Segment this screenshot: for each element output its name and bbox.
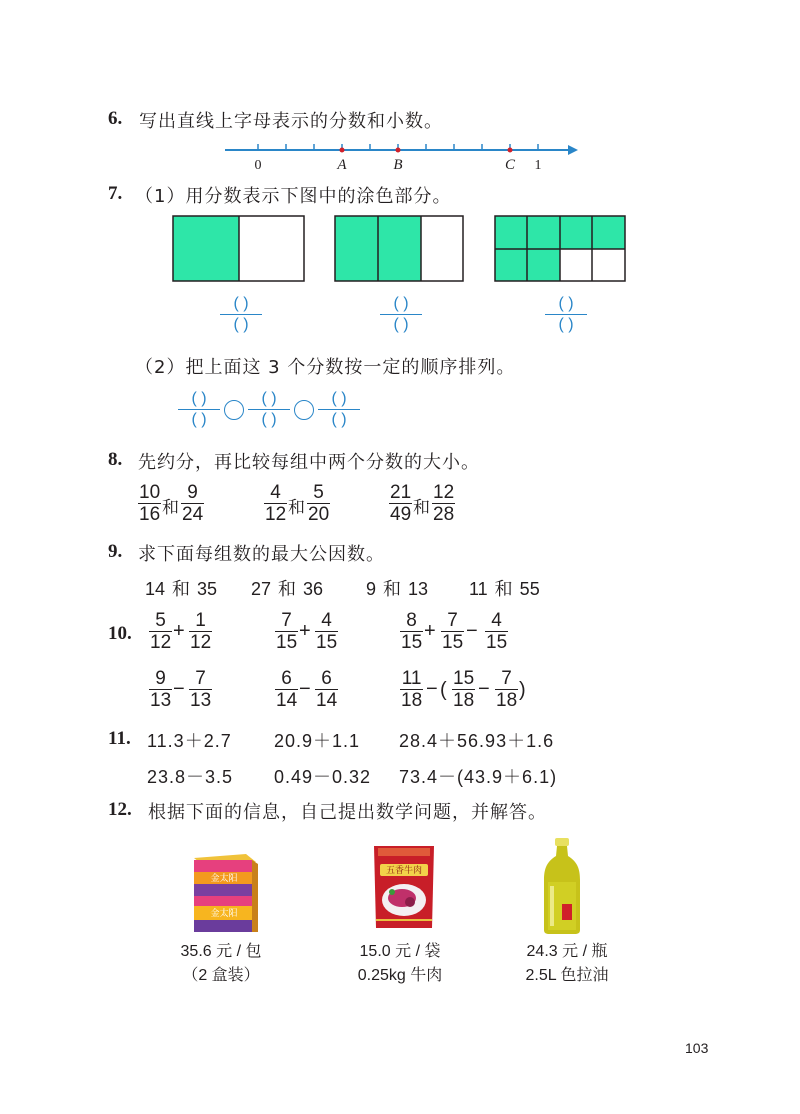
question-7-part1: （1）用分数表示下图中的涂色部分。 xyxy=(135,186,452,207)
page-number: 103 xyxy=(685,1040,709,1056)
product-2-line2: 0.25kg 牛肉 xyxy=(357,967,443,984)
q10-r2c3-f1: 11 18 xyxy=(401,668,423,711)
q8-pair3-a: 21 49 xyxy=(390,482,412,525)
q8-pair1-a: 10 16 xyxy=(139,482,161,525)
q10-r1c3-f3: 4 15 xyxy=(486,610,508,653)
label-b: B xyxy=(393,157,403,173)
figure-half xyxy=(172,215,306,283)
q10-r2c2-f2: 6 14 xyxy=(316,668,338,711)
product-1-line2: （2 盒装） xyxy=(182,967,260,984)
q9-pair-1: 14 和 35 xyxy=(145,579,218,599)
q10-r1c3-op1: + xyxy=(424,620,436,642)
number-line-arrow xyxy=(568,145,578,155)
answer-fraction-1[interactable]: ( ) ( ) xyxy=(220,295,262,334)
question-number-6: 6. xyxy=(108,108,123,129)
product-2-price xyxy=(345,940,455,988)
product-3-line1: 24.3 元 / 瓶 xyxy=(526,943,608,960)
oil-bottle-icon xyxy=(540,836,584,936)
q11-item-4: 23.8－3.5 xyxy=(147,767,234,787)
q10-r1c2-f2: 4 15 xyxy=(316,610,338,653)
question-6-text: 写出直线上字母表示的分数和小数。 xyxy=(139,111,443,132)
q8-pair3-b: 12 28 xyxy=(433,482,455,525)
product-3-price xyxy=(507,940,627,988)
product-3-line2: 2.5L 色拉油 xyxy=(525,967,609,984)
q10-r2c3-op1: − xyxy=(426,678,438,700)
q10-r2c3-op2: − xyxy=(478,678,490,700)
question-8-text: 先约分，再比较每组中两个分数的大小。 xyxy=(138,452,480,473)
q8-pair2-b: 5 20 xyxy=(308,482,330,525)
order-fraction-2[interactable]: ( ) ( ) xyxy=(248,390,290,429)
q10-r2c1-op: − xyxy=(173,678,185,700)
q10-r1c1-op: + xyxy=(173,620,185,642)
q10-r2c2-f1: 6 14 xyxy=(276,668,298,711)
beef-bag-icon xyxy=(368,842,440,934)
question-number-7: 7. xyxy=(108,183,123,204)
compare-circle-2[interactable] xyxy=(294,400,314,420)
q11-item-1: 11.3＋2.7 xyxy=(147,731,232,751)
label-1: 1 xyxy=(534,158,542,173)
q10-r1c1-f2: 1 12 xyxy=(190,610,212,653)
q9-pair-2: 27 和 36 xyxy=(251,579,324,599)
q8-pair1-and: 和 xyxy=(162,498,179,518)
svg-text:金太阳: 金太阳 xyxy=(210,874,238,884)
q10-r1c3-f2: 7 15 xyxy=(442,610,464,653)
label-a: A xyxy=(337,157,347,173)
question-12-text: 根据下面的信息，自己提出数学问题，并解答。 xyxy=(148,802,547,823)
order-fraction-1[interactable]: ( ) ( ) xyxy=(178,390,220,429)
q10-r2c1-f1: 9 13 xyxy=(150,668,172,711)
figure-five-eighths xyxy=(494,215,627,283)
q10-r1c3-op2: − xyxy=(466,620,478,642)
svg-text:五香牛肉: 五香牛肉 xyxy=(385,866,423,876)
point-c xyxy=(508,148,513,153)
point-a xyxy=(340,148,345,153)
q8-pair2-a: 4 12 xyxy=(265,482,287,525)
answer-fraction-3[interactable]: ( ) ( ) xyxy=(545,295,587,334)
question-number-10: 10. xyxy=(108,623,132,644)
product-2-line1: 15.0 元 / 袋 xyxy=(359,943,441,960)
q10-r1c2-f1: 7 15 xyxy=(276,610,298,653)
order-fraction-3[interactable]: ( ) ( ) xyxy=(318,390,360,429)
product-1-line1: 35.6 元 / 包 xyxy=(180,943,262,960)
q10-r2c2-op: − xyxy=(299,678,311,700)
q11-item-5: 0.49－0.32 xyxy=(274,767,372,787)
question-number-8: 8. xyxy=(108,449,123,470)
q10-r1c1-f1: 5 12 xyxy=(150,610,172,653)
number-line xyxy=(220,138,580,174)
point-b xyxy=(396,148,401,153)
q8-pair1-b: 9 24 xyxy=(182,482,204,525)
tissue-box-icon xyxy=(188,848,260,936)
compare-circle-1[interactable] xyxy=(224,400,244,420)
q10-r2c3-rparen: ) xyxy=(519,679,526,701)
q11-item-6: 73.4－(43.9＋6.1) xyxy=(399,767,558,787)
q10-r2c1-f2: 7 13 xyxy=(190,668,212,711)
answer-fraction-2[interactable]: ( ) ( ) xyxy=(380,295,422,334)
q8-pair2-and: 和 xyxy=(288,498,305,518)
product-1-price xyxy=(166,940,276,988)
q10-r2c3-f3: 7 18 xyxy=(496,668,518,711)
figure-two-thirds xyxy=(334,215,465,283)
question-7-part2: （2）把上面这 3 个分数按一定的顺序排列。 xyxy=(135,357,516,378)
q9-pair-4: 11 和 55 xyxy=(469,579,540,599)
svg-text:金太阳: 金太阳 xyxy=(210,909,238,919)
q10-r2c3-f2: 15 18 xyxy=(453,668,475,711)
q11-item-3: 28.4＋56.93＋1.6 xyxy=(399,731,555,751)
q8-pair3-and: 和 xyxy=(413,498,430,518)
question-number-11: 11. xyxy=(108,728,131,749)
q10-r1c2-op: + xyxy=(299,620,311,642)
q11-item-2: 20.9＋1.1 xyxy=(274,731,361,751)
question-number-9: 9. xyxy=(108,541,123,562)
q10-r1c3-f1: 8 15 xyxy=(401,610,423,653)
label-0: 0 xyxy=(254,158,262,173)
q10-r2c3-lparen: ( xyxy=(440,679,447,701)
question-9-text: 求下面每组数的最大公因数。 xyxy=(138,544,385,565)
q9-pair-3: 9 和 13 xyxy=(366,579,429,599)
question-number-12: 12. xyxy=(108,799,132,820)
label-c: C xyxy=(504,157,516,173)
